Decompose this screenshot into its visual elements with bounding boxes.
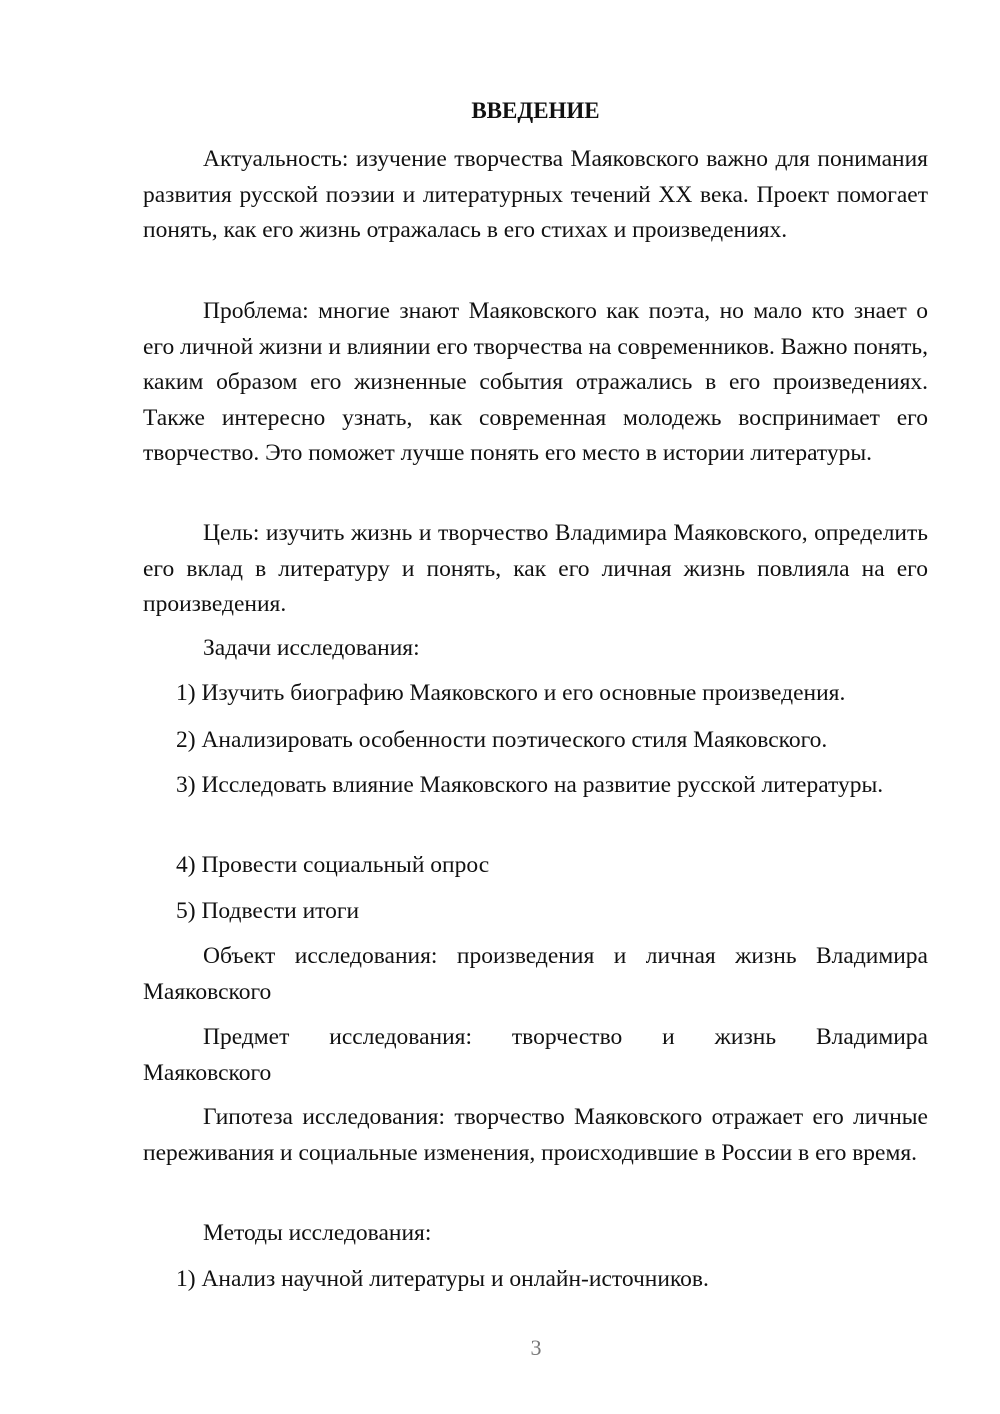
- tasks-title: Задачи исследования:: [203, 635, 420, 661]
- problem-paragraph: Проблема: многие знают Маяковского как поэта, но мало кто знает о его личной жизни и влиянии его творчества на современников. Важно понять, каким образом его жизненные события отражались в его произведениях. Также интересно узнать, как современная молодежь воспринимает его творчество. Это поможет лучше понять его место в истории литературы.: [143, 298, 928, 466]
- object-paragraph-block: [143, 939, 928, 1010]
- relevance-paragraph-block: [143, 142, 928, 249]
- hypothesis-paragraph-block: [143, 1100, 928, 1171]
- relevance-paragraph: Актуальность: изучение творчества Маяковского важно для понимания развития русской поэзии и литературных течений XX века. Проект помогает понять, как его жизнь отражалась в его стихах и произведениях.: [143, 146, 928, 243]
- task-item: 5) Подвести итоги: [176, 898, 360, 924]
- task-4-block: [143, 848, 928, 884]
- subject-paragraph: Предмет исследования: творчество и жизнь Владимира Маяковского: [143, 1024, 928, 1086]
- method-item: 1) Анализ научной литературы и онлайн-источников.: [176, 1266, 709, 1292]
- methods-title: Методы исследования:: [203, 1220, 432, 1246]
- page-number: 3: [530, 1335, 542, 1360]
- goal-paragraph: Цель: изучить жизнь и творчество Владимира Маяковского, определить его вклад в литературу и понять, как его личная жизнь повлияла на его произведения.: [143, 520, 928, 617]
- task-item: 1) Изучить биографию Маяковского и его основные произведения.: [176, 680, 846, 706]
- method-1-block: [143, 1262, 928, 1298]
- task-1-block: [143, 676, 928, 712]
- problem-paragraph-block: [143, 294, 928, 472]
- methods-title-block: [143, 1216, 928, 1252]
- goal-paragraph-block: [143, 516, 928, 623]
- task-5-block: [143, 894, 928, 930]
- task-3-block: [143, 768, 928, 804]
- task-item: 3) Исследовать влияние Маяковского на развитие русской литературы.: [176, 772, 884, 798]
- task-item: 4) Провести социальный опрос: [176, 852, 490, 878]
- task-2-block: [143, 723, 928, 759]
- object-paragraph: Объект исследования: произведения и личная жизнь Владимира Маяковского: [143, 943, 928, 1005]
- subject-paragraph-block: [143, 1020, 928, 1091]
- task-item: 2) Анализировать особенности поэтического стиля Маяковского.: [176, 727, 828, 753]
- section-heading: ВВЕДЕНИЕ: [471, 98, 600, 123]
- hypothesis-paragraph: Гипотеза исследования: творчество Маяковского отражает его личные переживания и социальные изменения, происходившие в России в его время.: [143, 1104, 928, 1166]
- tasks-title-block: [143, 631, 928, 667]
